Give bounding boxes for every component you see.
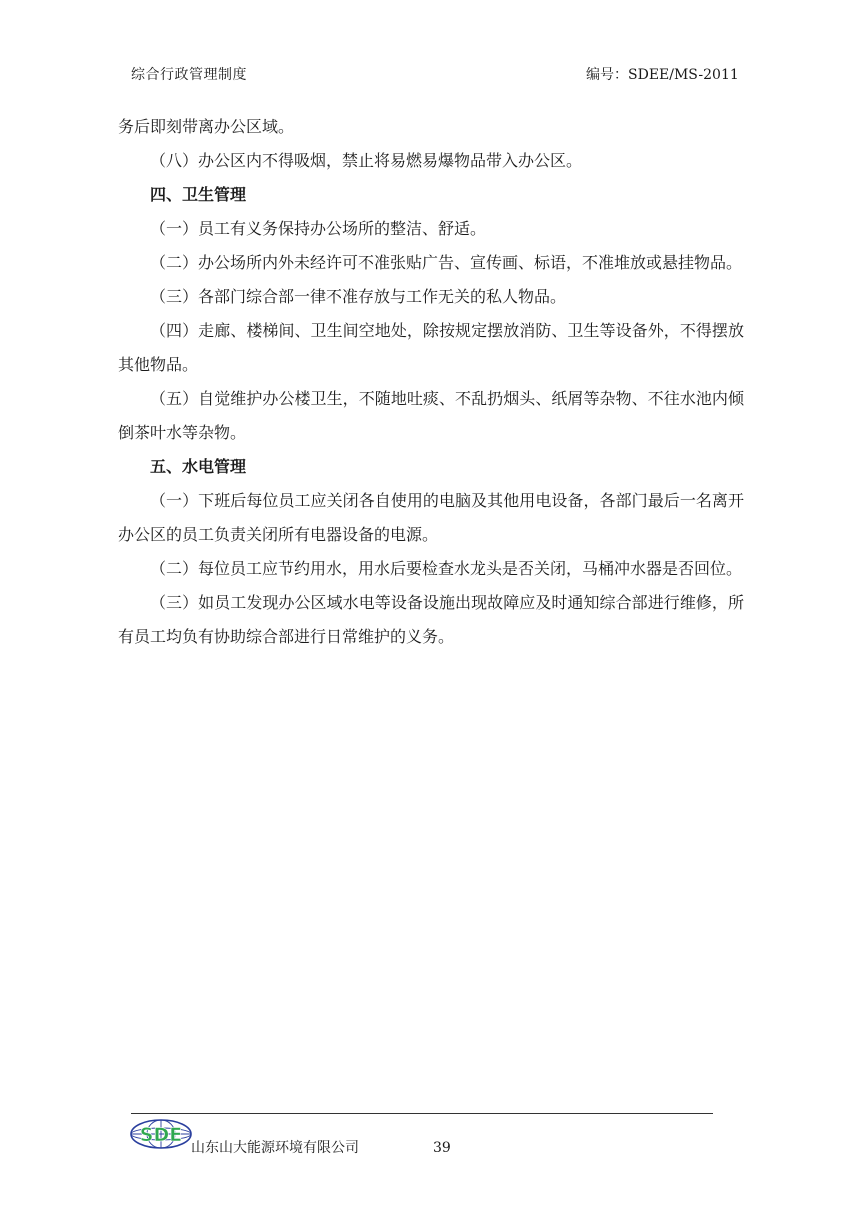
- page-number: 39: [433, 1140, 451, 1156]
- paragraph-item-8: （八）办公区内不得吸烟，禁止将易燃易爆物品带入办公区。: [150, 151, 583, 170]
- section-heading-utilities: 五、水电管理: [150, 457, 247, 476]
- logo-text: SDE: [139, 1124, 183, 1146]
- paragraph-hygiene-4: （四）走廊、楼梯间、卫生间空地处，除按规定摆放消防、卫生等设备外，不得摆放其他物品。: [118, 321, 744, 374]
- paragraph-utilities-3: （三）如员工发现办公区域水电等设备设施出现故障应及时通知综合部进行维修，所有员工均负有协助综合部进行日常维护的义务。: [118, 593, 744, 646]
- paragraph-hygiene-1: （一）员工有义务保持办公场所的整洁、舒适。: [150, 219, 487, 238]
- paragraph-hygiene-3: （三）各部门综合部一律不准存放与工作无关的私人物品。: [150, 287, 567, 306]
- company-logo-icon: [129, 1118, 193, 1150]
- header-title: 综合行政管理制度: [131, 67, 247, 83]
- paragraph-utilities-1: （一）下班后每位员工应关闭各自使用的电脑及其他用电设备，各部门最后一名离开办公区的员工负责关闭所有电器设备的电源。: [118, 491, 744, 544]
- section-heading-hygiene: 四、卫生管理: [150, 185, 247, 204]
- paragraph-utilities-2: （二）每位员工应节约用水，用水后要检查水龙头是否关闭，马桶冲水器是否回位。: [150, 559, 743, 578]
- header-document-code: 编号：SDEE/MS-2011: [586, 67, 739, 83]
- footer-divider: [131, 1113, 713, 1114]
- footer-company-name: 山东山大能源环境有限公司: [191, 1140, 359, 1156]
- document-body: [118, 110, 744, 654]
- paragraph-hygiene-2: （二）办公场所内外未经许可不准张贴广告、宣传画、标语，不准堆放或悬挂物品。: [150, 253, 743, 272]
- paragraph-hygiene-5: （五）自觉维护办公楼卫生，不随地吐痰、不乱扔烟头、纸屑等杂物、不往水池内倾倒茶叶水等杂物。: [118, 389, 744, 442]
- paragraph-continuation: 务后即刻带离办公区域。: [118, 117, 295, 136]
